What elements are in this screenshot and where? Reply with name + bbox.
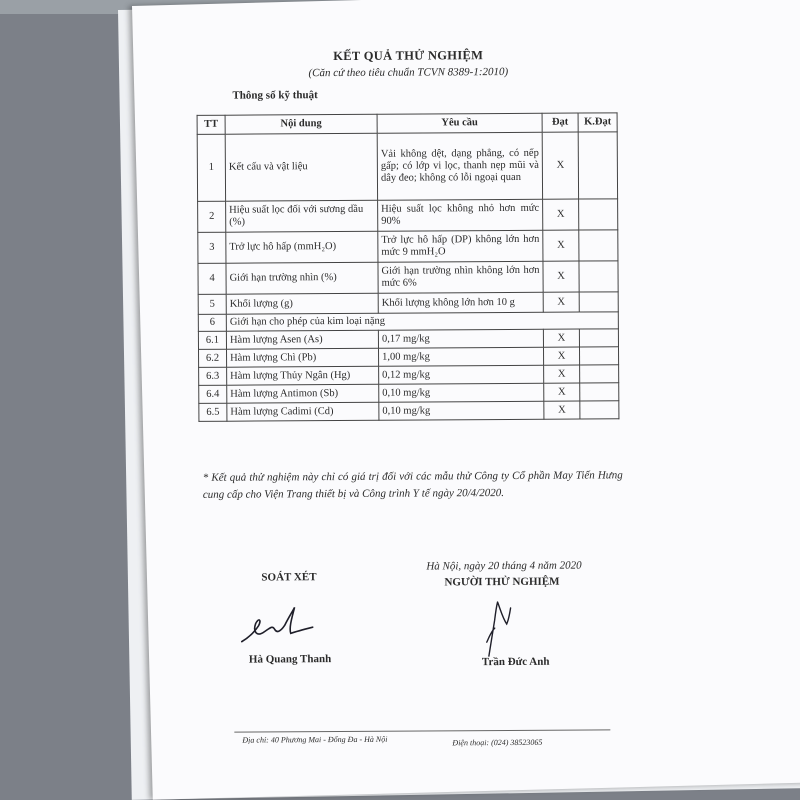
table-row <box>199 401 619 422</box>
cell-tt: 3 <box>198 232 226 263</box>
document-subtitle: (Căn cứ theo tiêu chuẩn TCVN 8389-1:2010) <box>308 65 509 80</box>
cell-content: Hàm lượng Cadimi (Cd) <box>227 402 379 421</box>
reviewer-signature <box>237 601 317 649</box>
cell-tt: 2 <box>198 201 226 232</box>
table-row <box>198 261 618 295</box>
cell-tt: 6.4 <box>199 385 227 403</box>
reviewer-name: Hà Quang Thanh <box>248 653 332 666</box>
cell-content: Hàm lượng Chì (Pb) <box>226 348 378 367</box>
cell-content: Hàm lượng Asen (As) <box>226 330 378 349</box>
cell-pass: X <box>544 401 580 419</box>
cell-requirement: Trở lực hô hấp (DP) không lớn hơn mức 9 mmH₂O <box>378 230 543 262</box>
cell-pass: X <box>543 347 579 365</box>
cell-content: Giới hạn trường nhìn (%) <box>226 262 378 294</box>
cell-tt: 4 <box>198 263 226 294</box>
cell-fail <box>578 132 617 199</box>
cell-tt: 6.1 <box>198 331 226 349</box>
header-fail: K.Đạt <box>578 113 617 132</box>
cell-fail <box>579 199 618 230</box>
cell-content: Hàm lượng Antimon (Sb) <box>227 384 379 403</box>
cell-content: Hàm lượng Thủy Ngân (Hg) <box>227 366 379 385</box>
date-line: Hà Nội, ngày 20 tháng 4 năm 2020 <box>426 559 582 573</box>
cell-fail <box>579 261 618 292</box>
cell-fail <box>579 347 618 365</box>
cell-content: Hiệu suất lọc đối với sương dầu (%) <box>226 200 378 232</box>
tester-name: Trần Đức Anh <box>481 655 550 669</box>
cell-content: Giới hạn cho phép của kim loại nặng <box>226 312 618 331</box>
cell-requirement: Giới hạn trường nhìn không lớn hơn mức 6% <box>378 261 543 293</box>
cell-requirement: 0,17 mg/kg <box>378 329 543 348</box>
cell-tt: 6.2 <box>199 349 227 367</box>
cell-tt: 6 <box>198 314 226 331</box>
table-header-row <box>197 113 617 135</box>
cell-requirement: 0,10 mg/kg <box>379 383 544 402</box>
cell-tt: 6.5 <box>199 403 227 421</box>
table-row <box>198 199 618 233</box>
footnote: * Kết quả thử nghiệm này chỉ có giá trị đối với các mẫu thử Công ty Cổ phần May Tiến Hưng cung cấp cho Viện Trang thiết bị và Công trình Y tế ngày 20/4/2020. <box>202 469 623 501</box>
cell-requirement: 0,10 mg/kg <box>379 401 544 420</box>
reviewer-label: SOÁT XÉT <box>261 571 317 584</box>
cell-fail <box>580 401 619 419</box>
section-label: Thông số kỹ thuật <box>232 89 318 102</box>
cell-pass: X <box>543 261 579 292</box>
header-requirement: Yêu cầu <box>377 113 542 133</box>
cell-pass: X <box>542 132 578 199</box>
cell-pass: X <box>543 230 579 261</box>
cell-tt: 1 <box>197 134 225 201</box>
cell-requirement: Vải không dệt, dạng phẳng, có nếp gấp; có lớp vi lọc, thanh nẹp mũi và dây đeo; không có lỗi ngoại quan <box>377 132 542 200</box>
cell-requirement: Khối lượng không lớn hơn 10 g <box>378 292 543 313</box>
header-pass: Đạt <box>542 113 578 132</box>
cell-pass: X <box>543 329 579 347</box>
footer-divider <box>234 729 610 732</box>
cell-pass: X <box>543 292 579 312</box>
cell-fail <box>579 292 618 312</box>
table-row <box>198 230 618 264</box>
cell-content: Kết cấu và vật liệu <box>225 133 377 201</box>
table-row <box>198 292 618 315</box>
footer-phone: Điện thoại: (024) 38523065 <box>452 737 543 748</box>
cell-tt: 5 <box>198 294 226 314</box>
cell-requirement: 1,00 mg/kg <box>378 347 543 366</box>
cell-content: Khối lượng (g) <box>226 293 378 314</box>
cell-fail <box>579 230 618 261</box>
document-title: KẾT QUẢ THỬ NGHIỆM <box>333 48 484 64</box>
cell-pass: X <box>544 365 580 383</box>
tester-label: NGƯỜI THỬ NGHIỆM <box>444 575 560 589</box>
cell-fail <box>580 383 619 401</box>
cell-pass: X <box>544 383 580 401</box>
header-tt: TT <box>197 115 225 134</box>
table-row <box>197 132 617 202</box>
header-content: Nội dung <box>225 114 377 134</box>
cell-fail <box>579 329 618 347</box>
cell-pass: X <box>543 199 579 230</box>
cell-requirement: 0,12 mg/kg <box>379 365 544 384</box>
document-page <box>178 19 643 792</box>
footer-address: Địa chỉ: 40 Phương Mai - Đống Đa - Hà Nội <box>242 734 388 745</box>
cell-fail <box>580 365 619 383</box>
cell-requirement: Hiệu suất lọc không nhỏ hơn mức 90% <box>378 199 543 231</box>
cell-tt: 6.3 <box>199 367 227 385</box>
cell-content: Trở lực hô hấp (mmH₂O) <box>226 231 378 263</box>
tester-signature <box>477 598 517 658</box>
results-table <box>197 112 620 422</box>
